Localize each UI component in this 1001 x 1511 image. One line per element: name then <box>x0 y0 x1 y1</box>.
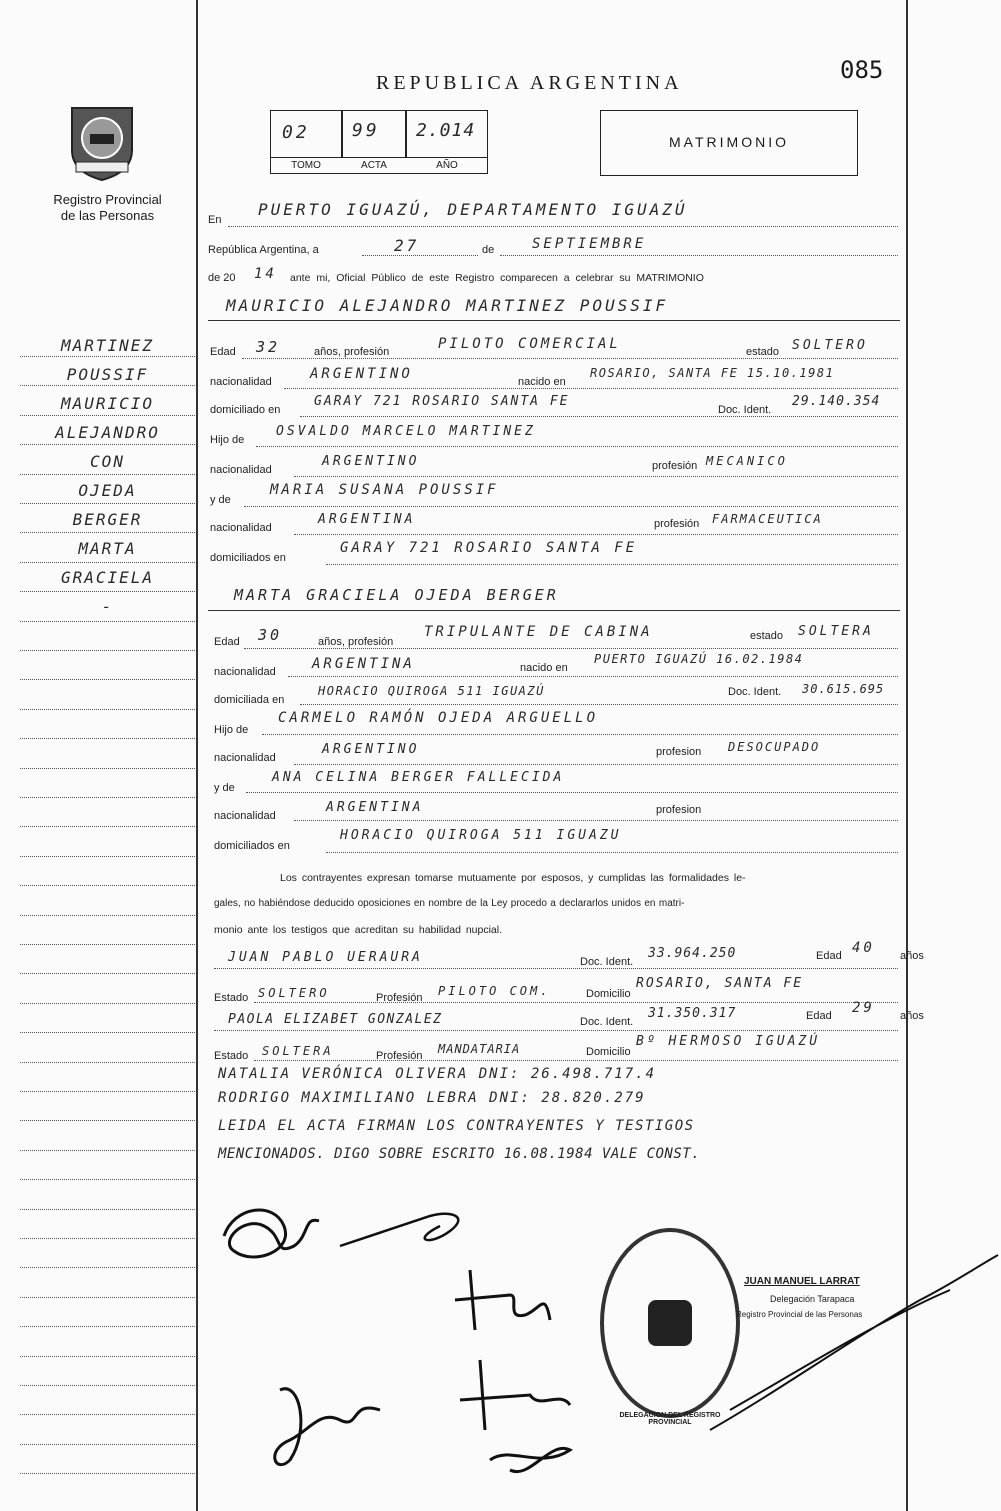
sidebar-ruling-line <box>20 1414 195 1415</box>
month-line <box>500 255 898 256</box>
record-type: MATRIMONIO <box>669 134 789 150</box>
groom-nacido-label: nacido en <box>518 376 566 388</box>
sidebar-ruling-line <box>20 385 195 386</box>
sidebar-ruling-line <box>20 973 195 974</box>
bride-father-nationality: ARGENTINO <box>322 742 420 757</box>
witness1-doc: 33.964.250 <box>648 946 737 961</box>
sidebar-ruling-line <box>20 1238 195 1239</box>
sidebar-ruling-line <box>20 1356 195 1357</box>
witness2-line2 <box>254 1060 898 1061</box>
witness2-prof-label: Profesión <box>376 1050 423 1062</box>
sidebar-ruling-line <box>20 768 195 769</box>
bride-row7-line <box>294 820 898 821</box>
groom-row7-line <box>294 534 898 535</box>
sidebar-ruling-line <box>20 562 195 563</box>
groom-parents-dom-label: domiciliados en <box>210 552 286 564</box>
declaration-line-3: monio ante los testigos que acreditan su habilidad nupcial. <box>214 924 503 936</box>
margin-name: MARTINEZ <box>60 336 155 355</box>
groom-father: OSVALDO MARCELO MARTINEZ <box>276 424 536 439</box>
groom-estado-label: estado <box>746 346 780 358</box>
witness1-profession: PILOTO COM. <box>438 984 551 998</box>
sidebar-ruling-line <box>20 826 195 827</box>
bride-name-underline <box>208 610 900 611</box>
groom-row2-line <box>284 388 898 389</box>
sidebar-ruling-line <box>20 1091 195 1092</box>
bride-row1-line <box>244 648 898 649</box>
bride-mother-prof-label: profesion <box>656 804 702 816</box>
sidebar-ruling-line <box>20 1326 195 1327</box>
groom-doc-label: Doc. Ident. <box>718 404 772 416</box>
sidebar-ruling-line <box>20 1120 195 1121</box>
groom-row5-line <box>294 476 898 477</box>
groom-row6-line <box>244 506 898 507</box>
witness2-dom-label: Domicilio <box>586 1046 631 1058</box>
note-4: MENCIONADOS. DIGO SOBRE ESCRITO 16.08.1984 VALE CONST. <box>218 1146 701 1162</box>
witness1-edad-label: Edad <box>816 950 842 962</box>
groom-father-label: Hijo de <box>210 434 245 446</box>
groom-birth: ROSARIO, SANTA FE 15.10.1981 <box>590 366 835 380</box>
groom-estado: SOLTERO <box>792 338 868 353</box>
sidebar-ruling-line <box>20 1150 195 1151</box>
sidebar-ruling-line <box>20 1003 195 1004</box>
sidebar-ruling-line <box>20 532 195 533</box>
margin-name: ALEJANDRO <box>55 423 160 442</box>
witness2-doc: 31.350.317 <box>648 1006 737 1021</box>
sidebar-ruling-line <box>20 1444 195 1445</box>
bride-address: HORACIO QUIROGA 511 IGUAZÚ <box>318 684 545 698</box>
bride-nat-label: nacionalidad <box>214 666 276 678</box>
groom-mother: MARIA SUSANA POUSSIF <box>270 482 499 498</box>
witness1-doc-label: Doc. Ident. <box>580 956 634 968</box>
stamp-line-1: JUAN MANUEL LARRAT <box>744 1276 860 1287</box>
witness2-line1 <box>214 1030 898 1031</box>
groom-edad-label: Edad <box>210 346 236 358</box>
witness2-signature <box>250 1370 400 1480</box>
witness1-dom-label: Domicilio <box>586 988 631 1000</box>
bride-row6-line <box>246 792 898 793</box>
witness1-line2 <box>254 1002 898 1003</box>
bride-row2-line <box>288 676 898 677</box>
groom-father-nationality: ARGENTINO <box>322 454 420 469</box>
place: PUERTO IGUAZÚ, DEPARTAMENTO IGUAZÚ <box>258 200 688 219</box>
stamp-line-3: Registro Provincial de las Personas <box>736 1310 863 1319</box>
witness1-age: 40 <box>852 940 875 956</box>
registry-name-2: de las Personas <box>60 208 155 223</box>
groom-address: GARAY 721 ROSARIO SANTA FE <box>314 394 570 409</box>
bride-birth: PUERTO IGUAZÚ 16.02.1984 <box>594 652 804 666</box>
margin-name: OJEDA <box>78 481 137 500</box>
groom-anios-label: años, profesión <box>314 346 390 358</box>
sidebar-ruling-line <box>20 885 195 886</box>
witness2-edad-label: Edad <box>806 1010 832 1022</box>
groom-doc: 29.140.354 <box>792 394 881 409</box>
sidebar-ruling-line <box>20 1209 195 1210</box>
bride-mother-nationality: ARGENTINA <box>326 800 424 815</box>
round-seal-emblem <box>648 1300 692 1346</box>
bride-full-name: MARTA GRACIELA OJEDA BERGER <box>234 586 559 604</box>
groom-mother-label: y de <box>210 494 231 506</box>
groom-name-underline <box>208 320 900 321</box>
page-number: 085 <box>840 56 884 84</box>
groom-profession: PILOTO COMERCIAL <box>438 336 621 352</box>
note-3: LEIDA EL ACTA FIRMAN LOS CONTRAYENTES Y TESTIGOS <box>218 1118 695 1134</box>
bride-row3-line <box>300 704 898 705</box>
witness1-line1 <box>214 968 898 969</box>
bride-mother: ANA CELINA BERGER FALLECIDA <box>272 770 565 785</box>
groom-parents-address: GARAY 721 ROSARIO SANTA FE <box>340 540 638 556</box>
bride-nationality: ARGENTINA <box>312 656 415 672</box>
bride-father-label: Hijo de <box>214 724 249 736</box>
bride-row4-line <box>262 734 898 735</box>
sidebar-ruling-line <box>20 1385 195 1386</box>
witness2-profession: MANDATARIA <box>438 1042 521 1056</box>
sidebar-ruling-line <box>20 1267 195 1268</box>
witness2-address: Bº HERMOSO IGUAZÚ <box>636 1034 821 1049</box>
witness2-doc-label: Doc. Ident. <box>580 1016 634 1028</box>
declaration-line-2: gales, no habiéndose deducido oposiciones en nombre de la Ley procedo a declararlos unidos en matri- <box>214 898 685 909</box>
page-title: REPUBLICA ARGENTINA <box>376 72 683 94</box>
sidebar-ruling-line <box>20 1179 195 1180</box>
sidebar-ruling-line <box>20 474 195 475</box>
sidebar-ruling-line <box>20 709 195 710</box>
declaration-line-1: Los contrayentes expresan tomarse mutuamente por esposos, y cumplidas las formalidades le- <box>280 872 746 884</box>
sidebar-ruling-line <box>20 944 195 945</box>
margin-name: CON <box>90 452 125 471</box>
sidebar-ruling-line <box>20 621 195 622</box>
groom-row4-line <box>256 446 898 447</box>
bride-row5-line <box>294 764 898 765</box>
day: 27 <box>394 236 420 255</box>
witness2-name: PAOLA ELIZABET GONZALEZ <box>228 1012 443 1027</box>
margin-name: MAURICIO <box>60 394 155 413</box>
margin-name: BERGER <box>72 510 143 529</box>
sidebar-ruling-line <box>20 591 195 592</box>
note-1: NATALIA VERÓNICA OLIVERA DNI: 26.498.717.4 <box>218 1066 657 1082</box>
ante-text: ante mi, Oficial Público de este Registro comparecen a celebrar su MATRIMONIO <box>290 272 704 284</box>
place-line <box>228 226 898 227</box>
bride-row8-line <box>326 852 898 853</box>
witness2-age: 29 <box>852 1000 875 1016</box>
groom-row8-line <box>326 564 898 565</box>
margin-name: GRACIELA <box>60 568 155 587</box>
groom-signature <box>214 1196 324 1276</box>
bride-edad-label: Edad <box>214 636 240 648</box>
sidebar-ruling-line <box>20 415 195 416</box>
de-label: de <box>482 244 495 256</box>
sidebar-ruling-line <box>20 356 195 357</box>
sidebar-ruling-line <box>20 679 195 680</box>
margin-name: - <box>101 597 114 616</box>
bride-age: 30 <box>258 626 283 644</box>
registry-name-1: Registro Provincial <box>53 192 162 207</box>
bride-father-nat-label: nacionalidad <box>214 752 276 764</box>
margin-name: POUSSIF <box>66 365 149 384</box>
groom-row3-line <box>300 416 898 417</box>
official-signature <box>700 1240 1000 1440</box>
sidebar-ruling-line <box>20 856 195 857</box>
witness1-name: JUAN PABLO UERAURA <box>228 950 423 965</box>
witness1-prof-label: Profesión <box>376 992 423 1004</box>
left-border-line <box>196 0 198 1511</box>
anio-label: AÑO <box>436 160 458 171</box>
groom-dom-label: domiciliado en <box>210 404 281 416</box>
groom-nationality: ARGENTINO <box>310 366 413 382</box>
tomo-value: 02 <box>282 122 310 143</box>
republica-label: República Argentina, a <box>208 244 319 256</box>
sidebar-ruling-line <box>20 1297 195 1298</box>
year-suffix: 14 <box>254 266 277 282</box>
bride-dom-label: domiciliada en <box>214 694 285 706</box>
groom-age: 32 <box>256 338 281 356</box>
bride-mother-label: y de <box>214 782 235 794</box>
witness2-estado-label: Estado <box>214 1050 249 1062</box>
groom-nat-label: nacionalidad <box>210 376 272 388</box>
sidebar-ruling-line <box>20 650 195 651</box>
en-label: En <box>208 214 222 226</box>
province-seal <box>62 100 142 182</box>
bride-nacido-label: nacido en <box>520 662 568 674</box>
sidebar-ruling-line <box>20 444 195 445</box>
acta-label: ACTA <box>361 160 387 171</box>
month: SEPTIEMBRE <box>532 236 647 252</box>
anio-value: 2.014 <box>416 120 476 141</box>
witness1-anios-label: años <box>900 950 924 962</box>
bride-father-profession: DESOCUPADO <box>728 740 821 754</box>
sidebar-ruling-line <box>20 503 195 504</box>
groom-full-name: MAURICIO ALEJANDRO MARTINEZ POUSSIF <box>226 296 669 315</box>
bride-doc: 30.615.695 <box>802 682 885 696</box>
bride-estado: SOLTERA <box>798 624 874 639</box>
sidebar-ruling-line <box>20 1473 195 1474</box>
bride-parents-address: HORACIO QUIROGA 511 IGUAZU <box>340 828 622 843</box>
groom-father-prof-label: profesión <box>652 460 698 472</box>
tomo-label: TOMO <box>291 160 321 171</box>
groom-father-nat-label: nacionalidad <box>210 464 272 476</box>
sidebar-ruling-line <box>20 915 195 916</box>
groom-mother-profession: FARMACEUTICA <box>712 512 823 526</box>
sidebar-ruling-line <box>20 738 195 739</box>
groom-mother-prof-label: profesión <box>654 518 700 530</box>
acta-value: 99 <box>352 120 380 141</box>
bride-profession: TRIPULANTE DE CABINA <box>424 624 653 640</box>
witness1-estado-label: Estado <box>214 992 249 1004</box>
bride-anios-label: años, profesión <box>318 636 394 648</box>
groom-mother-nat-label: nacionalidad <box>210 522 272 534</box>
groom-mother-nationality: ARGENTINA <box>318 512 416 527</box>
groom-father-profession: MECANICO <box>706 454 788 468</box>
bride-father: CARMELO RAMÓN OJEDA ARGUELLO <box>278 710 599 726</box>
stamp-line-2: Delegación Tarapaca <box>770 1294 855 1304</box>
bride-doc-label: Doc. Ident. <box>728 686 782 698</box>
round-seal-text: DELEGACION DEL REGISTRO PROVINCIAL <box>619 1412 721 1426</box>
sidebar-ruling-line <box>20 797 195 798</box>
witness1-address: ROSARIO, SANTA FE <box>636 976 804 991</box>
witness1-signature <box>450 1260 560 1340</box>
bride-mother-nat-label: nacionalidad <box>214 810 276 822</box>
witness3-signature <box>450 1350 590 1490</box>
note-2: RODRIGO MAXIMILIANO LEBRA DNI: 28.820.279 <box>218 1090 646 1106</box>
groom-row1-line <box>242 358 898 359</box>
witness2-estado: SOLTERA <box>262 1044 334 1058</box>
sidebar-ruling-line <box>20 1062 195 1063</box>
sidebar-ruling-line <box>20 1032 195 1033</box>
bride-parents-dom-label: domiciliados en <box>214 840 290 852</box>
bride-father-prof-label: profesion <box>656 746 702 758</box>
witness1-estado: SOLTERO <box>258 986 330 1000</box>
bride-signature <box>330 1196 480 1266</box>
witness2-anios-label: años <box>900 1010 924 1022</box>
bride-estado-label: estado <box>750 630 784 642</box>
de20-label: de 20 <box>208 272 236 284</box>
margin-name: MARTA <box>78 539 137 558</box>
day-line <box>362 255 478 256</box>
